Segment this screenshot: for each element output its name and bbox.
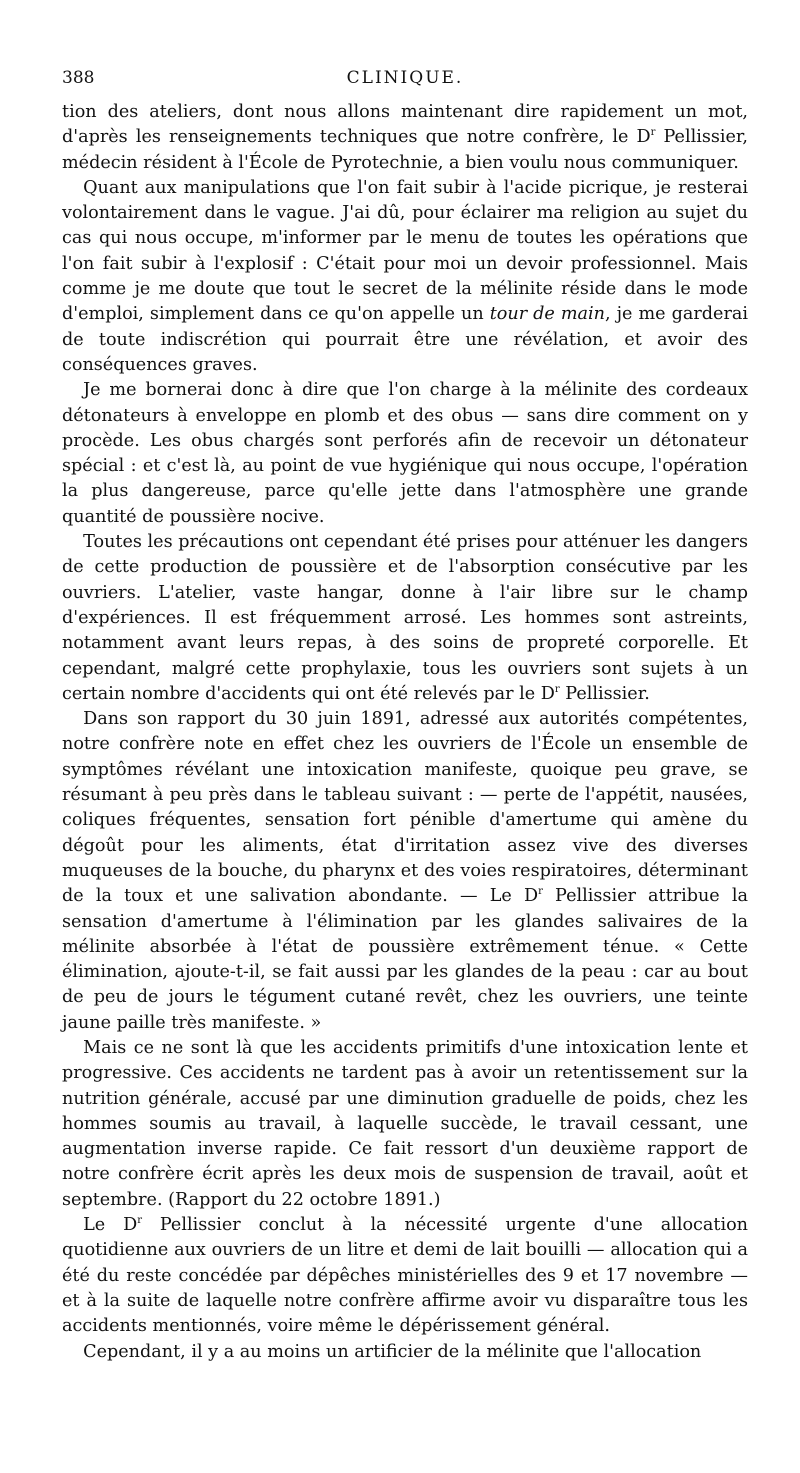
body-text bbox=[62, 100, 748, 1365]
text-segment: Je me bornerai donc à dire que l'on charge à la mélinite des cordeaux détonateurs à enveloppe en plomb et des obus — sans dire comment on y procède. Les obus chargés sont perforés afin de recevoir un détonateur spécial : et c'est là, au point de vue hygiénique qui nous occupe, l'opération la plus dangereuse, parce qu'elle jette dans l'atmosphère une grande quantité de poussière nocive. bbox=[62, 380, 748, 527]
text-segment: Pellissier attribue la sensation d'amertume à l'élimination par les glandes salivaires de la mélinite absorbée à l'état de poussière extrêmement ténue. « Cette élimination, ajoute-t-il, se fait aussi par les glandes de la peau : car au bout de peu de jours le tégument cutané revêt, chez les ouvriers, une teinte jaune paille très manifeste. » bbox=[62, 886, 748, 1033]
italic-text: tour de main bbox=[489, 304, 605, 325]
page-header bbox=[62, 68, 748, 94]
paragraph bbox=[62, 1340, 748, 1365]
text-segment: Cependant, il y a au moins un artificier de la mélinite que l'allocation bbox=[83, 1341, 702, 1362]
text-segment: Le D bbox=[83, 1215, 138, 1236]
paragraph bbox=[62, 1213, 748, 1339]
text-segment: Toutes les précautions ont cependant été prises pour atténuer les dangers de cette production de poussière et de l'absorption consécutive par les ouvriers. L'atelier, vaste hangar, donne à l'air libre sur le champ d'expériences. Il est fréquemment arrosé. Les hommes sont astreints, notamment avant leurs repas, à des soins de propreté corporelle. Et cependant, malgré cette prophylaxie, tous les ouvriers sont sujets à un certain nombre d'accidents qui ont été relevés par le D bbox=[62, 532, 748, 704]
superscript: r bbox=[538, 886, 543, 898]
text-segment: tion des ateliers, dont nous allons maintenant dire rapidement un mot, d'après les renseignements techniques que notre confrère, le D bbox=[62, 102, 748, 148]
text-segment: Pellissier, médecin résident à l'École de Pyrotechnie, a bien voulu nous communiquer. bbox=[62, 127, 748, 173]
paragraph bbox=[62, 100, 748, 176]
text-segment: Pellissier conclut à la nécessité urgente d'une allocation quotidienne aux ouvriers de un litre et demi de lait bouilli — allocation qui a été du reste concédée par dépêches ministérielles des 9 et 17 novembre — et à la suite de laquelle notre confrère affirme avoir vu disparaître tous les accidents mentionnés, voire même le dépérissement général. bbox=[62, 1215, 749, 1337]
paragraph bbox=[62, 530, 748, 707]
paragraph bbox=[62, 176, 748, 378]
paragraph bbox=[62, 1036, 748, 1213]
text-segment: Mais ce ne sont là que les accidents primitifs d'une intoxication lente et progressive. Ces accidents ne tardent pas à avoir un retentissement sur la nutrition générale, accusé par une diminution graduelle de poids, chez les hommes soumis au travail, à laquelle succède, le travail cessant, une augmentation inverse rapide. Ce fait ressort d'un deuxième rapport de notre confrère écrit après les deux mois de suspension de travail, août et septembre. (Rapport du 22 octobre 1891.) bbox=[62, 1037, 748, 1210]
superscript: r bbox=[137, 1215, 142, 1227]
paragraph bbox=[62, 707, 748, 1036]
text-segment: Pellissier. bbox=[559, 683, 650, 704]
paragraph bbox=[62, 378, 748, 530]
text-segment: , je me garderai de toute indiscrétion qui pourrait être une révélation, et avoir des conséquences graves. bbox=[62, 304, 748, 375]
text-segment: Quant aux manipulations que l'on fait subir à l'acide picrique, je resterai volontairement dans le vague. J'ai dû, pour éclairer ma religion au sujet du cas qui nous occupe, m'informer par le menu de toutes les opérations que l'on fait subir à l'explosif : C'était pour moi un devoir professionnel. Mais comme je me doute que tout le secret de la mélinite réside dans le mode d'emploi, simplement dans ce qu'on appelle un bbox=[62, 177, 748, 325]
superscript: r bbox=[554, 683, 560, 695]
running-title: CLINIQUE. bbox=[346, 68, 464, 88]
text-segment: Dans son rapport du 30 juin 1891, adressé aux autorités compétentes, notre confrère note en effet chez les ouvriers de l'École un ensemble de symptômes révélant une intoxication manifeste, quoique peu grave, se résumant à peu près dans le tableau suivant : — perte de l'appétit, nausées, coliques fréquentes, sensation fort pénible d'amertume qui amène du dégoût pour les aliments, état d'irritation assez vive des diverses muqueuses de la bouche, du pharynx et des voies respiratoires, déterminant de la toux et une salivation abondante. — Le D bbox=[62, 709, 748, 907]
page-number: 388 bbox=[62, 68, 95, 88]
superscript: r bbox=[650, 127, 656, 139]
